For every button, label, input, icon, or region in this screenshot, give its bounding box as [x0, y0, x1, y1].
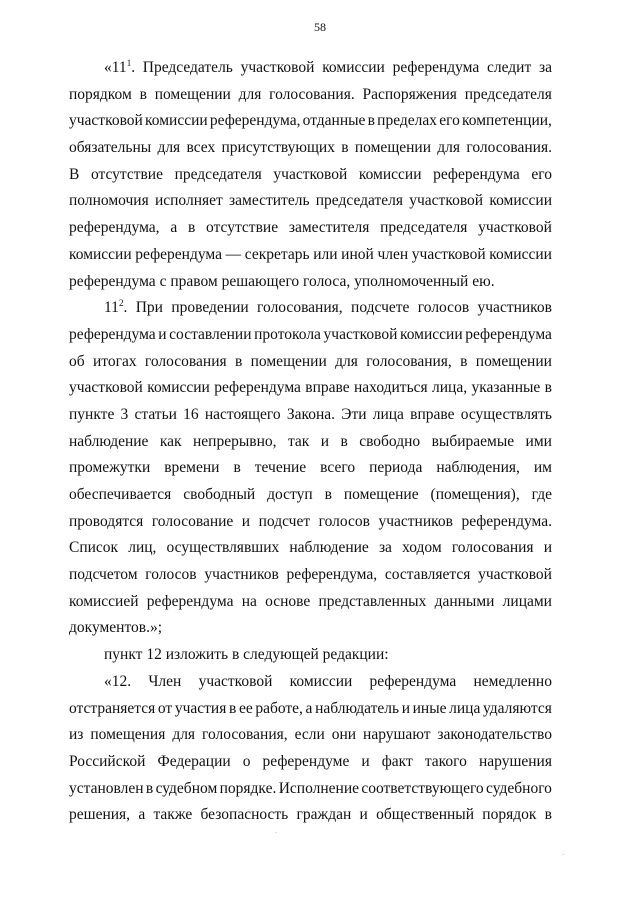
text-line	[69, 295, 552, 322]
word: компетенции,	[462, 112, 552, 130]
word: В	[69, 165, 80, 183]
word: Российской	[69, 752, 146, 770]
word: участковой	[323, 325, 398, 343]
word: в	[544, 379, 552, 397]
word: пределах	[377, 112, 438, 130]
word: помещении	[250, 352, 327, 370]
word: $11^2$.	[104, 298, 128, 317]
word: в	[324, 486, 332, 503]
word: пункте	[69, 405, 115, 423]
word: помещении	[475, 352, 552, 370]
word: для	[437, 139, 461, 157]
word: и	[241, 512, 251, 530]
word: участковой	[273, 165, 348, 183]
word: референдума	[135, 245, 222, 263]
word: статьи	[134, 405, 177, 423]
text-line	[69, 802, 552, 829]
word: комиссией	[69, 592, 139, 610]
word: для	[172, 726, 196, 744]
word: комиссии	[147, 379, 210, 397]
word: нарушают	[363, 726, 431, 744]
word: в	[187, 219, 196, 237]
text-line	[69, 482, 552, 509]
word: законодательство	[437, 726, 552, 744]
word: в	[228, 699, 237, 717]
word: ее	[238, 699, 253, 717]
word: изложить	[165, 646, 229, 664]
word: и	[158, 325, 167, 343]
text-line	[69, 402, 552, 429]
word: ею.	[472, 272, 495, 290]
word: референдума	[69, 325, 156, 343]
word: вправе	[410, 405, 455, 423]
word: установлен	[69, 779, 144, 797]
text-line	[69, 696, 552, 723]
word: Председатель	[142, 59, 233, 76]
word: данными	[434, 592, 495, 610]
word: (помещения),	[430, 486, 520, 503]
word: его	[531, 165, 552, 183]
word: или	[313, 245, 338, 263]
word: участия	[174, 699, 227, 717]
word: нарушения	[478, 752, 552, 770]
word: также	[153, 806, 193, 824]
word: —	[225, 245, 242, 263]
word: подсчете	[351, 299, 410, 317]
word: наблюдение	[289, 539, 369, 557]
word: голосования	[451, 539, 534, 557]
word: Федерации	[157, 752, 231, 770]
text-line	[69, 188, 552, 215]
word: вправе	[305, 379, 350, 397]
word: факт	[381, 752, 413, 770]
text-line	[69, 322, 552, 349]
text-line	[69, 242, 552, 269]
word: голосования,	[366, 352, 452, 370]
page-number: 58	[314, 20, 326, 34]
word: комиссии	[145, 112, 208, 130]
word: осуществлять	[460, 405, 552, 423]
word: помещение	[343, 486, 419, 503]
text-line	[69, 162, 552, 189]
word: судебного	[486, 779, 552, 797]
text-line	[69, 749, 552, 776]
word: граждан	[296, 806, 352, 824]
word: член	[377, 245, 409, 263]
text-line	[69, 722, 552, 749]
word: и	[359, 806, 368, 824]
word: периода	[369, 459, 423, 477]
word: в	[145, 779, 154, 797]
word: для	[157, 139, 181, 157]
word: с	[159, 272, 167, 290]
word: всего	[320, 459, 356, 477]
word: составляется	[384, 566, 471, 584]
word: комиссии	[489, 192, 552, 210]
word: свободно	[359, 432, 421, 450]
word: следующей	[243, 646, 319, 664]
word: о	[242, 752, 251, 770]
word: доступ	[267, 486, 313, 503]
word: а	[305, 699, 313, 717]
word: порядок	[482, 806, 537, 824]
word: отсутствие	[90, 165, 163, 183]
word: в	[460, 352, 468, 370]
word: в	[544, 806, 552, 824]
word: лица	[372, 405, 404, 423]
word: так	[287, 432, 310, 450]
word: порядком	[69, 85, 132, 103]
word: ими	[525, 432, 552, 450]
word: в	[233, 459, 241, 477]
word: времени	[164, 459, 220, 477]
word: осуществлявших	[166, 539, 280, 557]
word: голосов	[318, 512, 370, 530]
word: участковой	[69, 112, 143, 130]
word: комиссии	[399, 325, 463, 343]
word: голосования,	[202, 726, 288, 744]
word: иной	[341, 245, 374, 263]
word: голоса,	[303, 272, 351, 290]
word: указанные	[471, 379, 541, 397]
word: комиссии	[289, 672, 353, 690]
word: такого	[424, 752, 467, 770]
word: участковой	[198, 672, 273, 690]
word: общественный	[376, 806, 475, 824]
word: настоящего	[204, 405, 281, 423]
word: участковой	[411, 245, 486, 263]
word: об	[69, 352, 85, 370]
scan-speck: ·	[562, 851, 565, 859]
word: и	[543, 539, 552, 557]
word: Список	[69, 539, 119, 557]
word: подсчет	[258, 512, 311, 530]
word: за	[378, 539, 392, 557]
word: как	[159, 432, 182, 450]
word: обязательны	[69, 139, 152, 157]
text-line	[69, 535, 552, 562]
word: участковой	[240, 59, 315, 76]
word: референдума	[146, 592, 234, 610]
word: Член	[148, 672, 182, 690]
word: 12	[146, 646, 162, 664]
word: в	[234, 352, 243, 370]
word: промежутки	[69, 459, 151, 477]
word: и	[361, 752, 370, 770]
word: находиться	[353, 379, 428, 397]
word: наблюдения,	[436, 459, 520, 477]
text-line	[69, 589, 552, 616]
text-line	[69, 615, 552, 642]
document-body	[69, 55, 552, 829]
word: немедленно	[473, 672, 552, 690]
word: голосования	[144, 352, 227, 370]
scan-speck: ·	[275, 829, 278, 837]
word: референдуме	[262, 752, 350, 770]
word: голосования,	[257, 299, 343, 317]
word: решающего	[221, 272, 300, 290]
word: помещения	[90, 726, 166, 744]
text-line	[69, 108, 552, 135]
word: председателя	[174, 165, 262, 183]
text-line	[69, 349, 552, 376]
word: референдума,	[69, 219, 160, 237]
word: в	[139, 85, 147, 103]
word: в	[341, 139, 349, 157]
word: для	[335, 352, 358, 370]
word: если	[294, 726, 325, 744]
word: редакции:	[322, 646, 389, 664]
text-line	[69, 669, 552, 696]
word: помещении	[154, 85, 231, 103]
word: референдума,	[286, 566, 378, 584]
text-line	[69, 455, 552, 482]
word: свободный	[183, 486, 256, 503]
word: присутствующих	[221, 139, 335, 157]
word: в	[231, 646, 240, 664]
word: Закона.	[286, 405, 336, 423]
word: референдума,	[209, 112, 301, 130]
word: референдума	[69, 272, 156, 290]
word: отстраняется	[69, 699, 156, 717]
text-line	[69, 642, 552, 669]
word: основе	[265, 592, 311, 610]
text-line	[69, 429, 552, 456]
word: комиссии	[322, 59, 385, 76]
word: «12.	[104, 672, 132, 690]
word: решения,	[69, 806, 131, 824]
word: течение	[254, 459, 307, 477]
word: в	[340, 432, 348, 450]
word: работе,	[255, 699, 303, 717]
text-line	[69, 269, 552, 296]
word: голосования.	[466, 139, 552, 157]
word: порядке.	[219, 779, 277, 797]
word: от	[157, 699, 173, 717]
word: голосование	[151, 512, 234, 530]
word: Распоряжения	[362, 85, 457, 103]
word: отданные	[302, 112, 366, 130]
word: председателя	[315, 192, 403, 210]
word: Исполнение	[278, 779, 359, 797]
word: и	[320, 432, 330, 450]
word: лица,	[432, 379, 468, 397]
word: в	[367, 112, 375, 130]
word: участников	[477, 299, 552, 317]
text-line	[69, 562, 552, 589]
word: проводятся	[69, 512, 144, 530]
word: референдума	[369, 672, 457, 690]
word: наблюдатель	[315, 699, 400, 717]
word: документов.»;	[69, 619, 163, 637]
word: за	[538, 59, 552, 76]
word: проведении	[171, 299, 249, 317]
word: протокола	[254, 325, 321, 343]
text-line	[69, 55, 552, 82]
text-line	[69, 215, 552, 242]
word: помещении	[354, 139, 432, 157]
word: участковой	[69, 379, 143, 397]
word: итогах	[92, 352, 137, 370]
word: голосования.	[269, 85, 355, 103]
word: его	[439, 112, 460, 130]
word: наблюдение	[69, 432, 149, 450]
word: непрерывно,	[193, 432, 277, 450]
word: уполномоченный	[354, 272, 469, 290]
word: а	[170, 219, 178, 237]
word: следит	[487, 59, 532, 76]
word: из	[69, 726, 84, 744]
word: всех	[186, 139, 216, 157]
word: на	[241, 592, 257, 610]
word: участковой	[478, 566, 552, 584]
word: судебном	[155, 779, 218, 797]
text-line	[69, 375, 552, 402]
word: пункт	[104, 646, 143, 664]
word: лица	[449, 699, 481, 717]
word: и	[401, 699, 411, 717]
word: 3	[120, 405, 129, 423]
word: лицами	[502, 592, 552, 610]
word: При	[135, 299, 163, 317]
word: референдума	[433, 165, 520, 183]
word: для	[238, 85, 262, 103]
word: отсутствие	[206, 219, 279, 237]
word: референдума.	[461, 512, 552, 530]
word: где	[531, 486, 552, 503]
word: участников	[204, 566, 279, 584]
word: «$11^1$.	[104, 57, 136, 76]
word: а	[138, 806, 146, 824]
word: заместитель	[229, 192, 310, 210]
word: выбираемые	[431, 432, 515, 450]
word: представленных	[318, 592, 427, 610]
word: иные	[412, 699, 447, 717]
text-line	[69, 82, 552, 109]
text-line	[69, 776, 552, 803]
word: обеспечивается	[69, 486, 172, 503]
word: удаляются	[483, 699, 552, 717]
word: Эти	[341, 405, 367, 423]
word: референдума	[392, 59, 480, 76]
word: правом	[170, 272, 218, 290]
word: они	[331, 726, 357, 744]
word: секретарь	[244, 245, 310, 263]
word: ходом	[402, 539, 442, 557]
word: заместителя	[288, 219, 370, 237]
word: комиссии	[489, 245, 552, 263]
word: подсчетом	[69, 566, 138, 584]
word: полномочия	[69, 192, 149, 210]
word: соответствующего	[361, 779, 484, 797]
word: лиц,	[128, 539, 157, 557]
word: им	[533, 459, 552, 477]
word: участковой	[409, 192, 484, 210]
word: референдума	[465, 325, 552, 343]
word: 16	[183, 405, 199, 423]
text-line	[69, 135, 552, 162]
word: участников	[378, 512, 453, 530]
word: голосов	[417, 299, 470, 317]
word: комиссии	[358, 165, 422, 183]
word: безопасность	[200, 806, 289, 824]
text-line	[69, 509, 552, 536]
word: участковой	[478, 219, 552, 237]
word: составлении	[169, 325, 252, 343]
word: комиссии	[69, 245, 132, 263]
word: председателя	[380, 219, 468, 237]
word: голосов	[145, 566, 197, 584]
word: председателя	[464, 85, 552, 103]
word: исполняет	[154, 192, 223, 210]
word: референдума	[214, 379, 301, 397]
